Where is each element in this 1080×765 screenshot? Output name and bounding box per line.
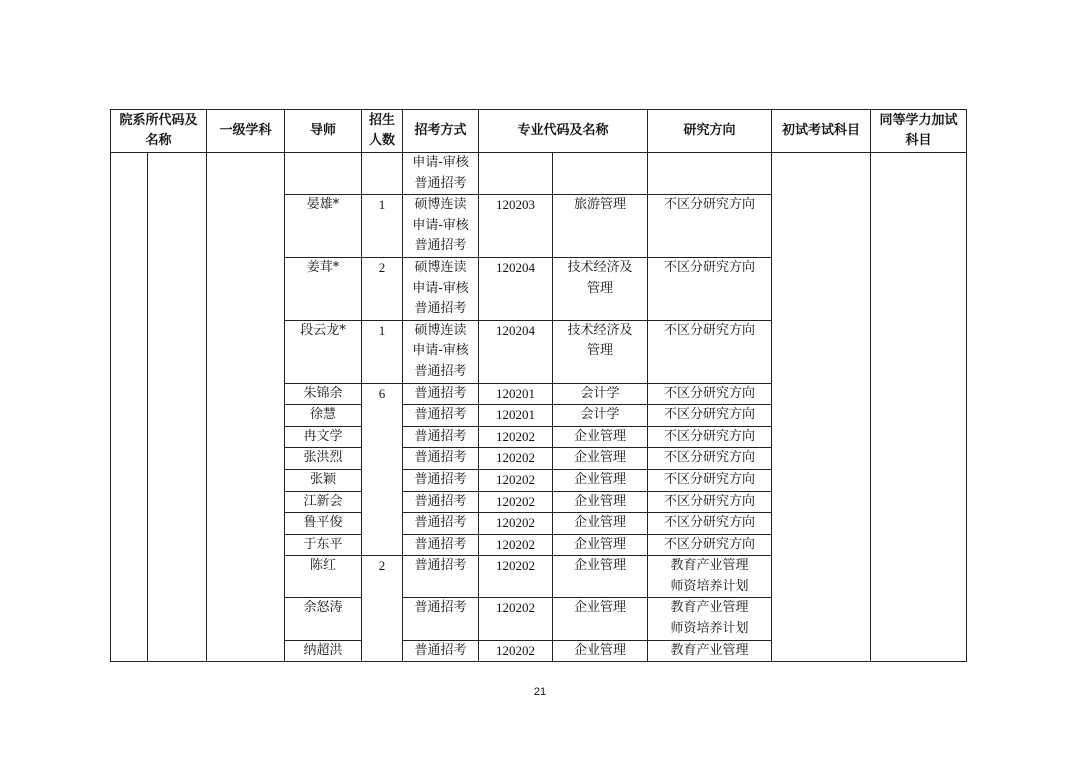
method-cell: 申请-审核 普通招考: [403, 153, 479, 195]
major-name-cell: 企业管理: [553, 469, 648, 491]
quota-cell: 1: [362, 320, 403, 383]
major-name-cell: 企业管理: [553, 640, 648, 662]
major-name-cell: 企业管理: [553, 491, 648, 513]
direction-cell: 不区分研究方向: [648, 320, 772, 383]
major-name-cell: 企业管理: [553, 426, 648, 448]
teacher-cell: 纳超洪: [285, 640, 362, 662]
teacher-cell: 于东平: [285, 534, 362, 556]
direction-cell: 不区分研究方向: [648, 448, 772, 470]
teacher-cell: 姜茸*: [285, 257, 362, 320]
exam-cell: [772, 153, 871, 662]
method-cell: 普通招考: [403, 469, 479, 491]
major-code-cell: 120202: [479, 513, 553, 535]
direction-cell: 不区分研究方向: [648, 513, 772, 535]
major-name-cell: 旅游管理: [553, 195, 648, 258]
method-cell: 普通招考: [403, 383, 479, 405]
major-name-cell: 企业管理: [553, 448, 648, 470]
direction-cell: 教育产业管理 师资培养计划: [648, 598, 772, 640]
quota-cell: 2: [362, 556, 403, 662]
teacher-cell: 鲁平俊: [285, 513, 362, 535]
major-code-cell: 120204: [479, 257, 553, 320]
method-cell: 普通招考: [403, 405, 479, 427]
admissions-table: [110, 109, 967, 662]
header-extra: 同等学力加试 科目: [871, 110, 967, 153]
major-code-cell: 120202: [479, 426, 553, 448]
header-exam: 初试考试科目: [772, 110, 871, 153]
method-cell: 普通招考: [403, 491, 479, 513]
teacher-cell: 张洪烈: [285, 448, 362, 470]
header-quota: 招生 人数: [362, 110, 403, 153]
method-cell: 普通招考: [403, 426, 479, 448]
major-code-cell: [479, 153, 553, 195]
direction-cell: 不区分研究方向: [648, 491, 772, 513]
method-cell: 普通招考: [403, 556, 479, 598]
discipline-cell: [207, 153, 285, 662]
direction-cell: 不区分研究方向: [648, 534, 772, 556]
header-row: [111, 110, 967, 153]
header-dept: 院系所代码及 名称: [111, 110, 207, 153]
major-code-cell: 120202: [479, 640, 553, 662]
teacher-cell: 江新会: [285, 491, 362, 513]
quota-cell: 6: [362, 383, 403, 556]
major-name-cell: 企业管理: [553, 598, 648, 640]
major-name-cell: 企业管理: [553, 513, 648, 535]
method-cell: 硕博连读 申请-审核 普通招考: [403, 257, 479, 320]
direction-cell: 不区分研究方向: [648, 405, 772, 427]
direction-cell: 不区分研究方向: [648, 469, 772, 491]
header-major: 专业代码及名称: [479, 110, 648, 153]
quota-cell: [362, 153, 403, 195]
major-code-cell: 120202: [479, 598, 553, 640]
major-name-cell: 会计学: [553, 405, 648, 427]
major-name-cell: 技术经济及 管理: [553, 257, 648, 320]
quota-cell: 1: [362, 195, 403, 258]
direction-cell: 教育产业管理: [648, 640, 772, 662]
major-name-cell: 技术经济及 管理: [553, 320, 648, 383]
major-name-cell: 企业管理: [553, 534, 648, 556]
header-discipline: 一级学科: [207, 110, 285, 153]
direction-cell: [648, 153, 772, 195]
major-code-cell: 120204: [479, 320, 553, 383]
teacher-cell: 朱锦余: [285, 383, 362, 405]
major-code-cell: 120202: [479, 491, 553, 513]
dept-name-cell: [148, 153, 207, 662]
dept-code-cell: [111, 153, 148, 662]
table-row: [111, 153, 967, 195]
header-supervisor: 导师: [285, 110, 362, 153]
major-name-cell: 企业管理: [553, 556, 648, 598]
major-name-cell: 会计学: [553, 383, 648, 405]
major-code-cell: 120202: [479, 534, 553, 556]
major-code-cell: 120202: [479, 556, 553, 598]
major-code-cell: 120203: [479, 195, 553, 258]
teacher-cell: [285, 153, 362, 195]
teacher-cell: 段云龙*: [285, 320, 362, 383]
page-number: 21: [533, 686, 547, 698]
quota-cell: 2: [362, 257, 403, 320]
teacher-cell: 余怒涛: [285, 598, 362, 640]
header-method: 招考方式: [403, 110, 479, 153]
teacher-cell: 晏雄*: [285, 195, 362, 258]
method-cell: 硕博连读 申请-审核 普通招考: [403, 320, 479, 383]
major-code-cell: 120202: [479, 448, 553, 470]
direction-cell: 教育产业管理 师资培养计划: [648, 556, 772, 598]
major-name-cell: [553, 153, 648, 195]
header-direction: 研究方向: [648, 110, 772, 153]
direction-cell: 不区分研究方向: [648, 383, 772, 405]
method-cell: 硕博连读 申请-审核 普通招考: [403, 195, 479, 258]
method-cell: 普通招考: [403, 534, 479, 556]
teacher-cell: 徐慧: [285, 405, 362, 427]
method-cell: 普通招考: [403, 448, 479, 470]
direction-cell: 不区分研究方向: [648, 257, 772, 320]
teacher-cell: 张颖: [285, 469, 362, 491]
major-code-cell: 120201: [479, 405, 553, 427]
method-cell: 普通招考: [403, 513, 479, 535]
direction-cell: 不区分研究方向: [648, 426, 772, 448]
method-cell: 普通招考: [403, 640, 479, 662]
direction-cell: 不区分研究方向: [648, 195, 772, 258]
teacher-cell: 冉文学: [285, 426, 362, 448]
method-cell: 普通招考: [403, 598, 479, 640]
teacher-cell: 陈红: [285, 556, 362, 598]
extra-cell: [871, 153, 967, 662]
major-code-cell: 120202: [479, 469, 553, 491]
major-code-cell: 120201: [479, 383, 553, 405]
